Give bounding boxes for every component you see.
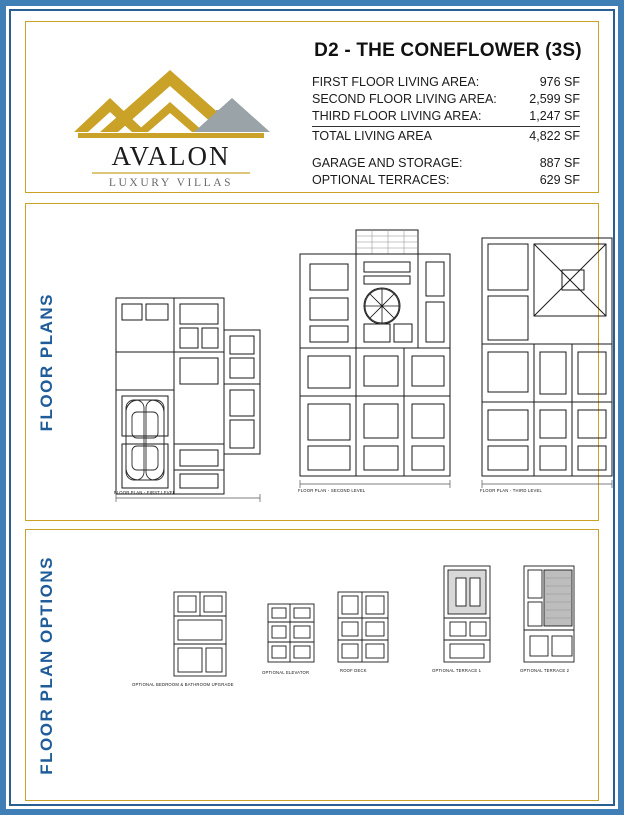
spec-spacer — [312, 145, 580, 155]
spec-value: 629 SF — [539, 173, 580, 187]
spec-label: FIRST FLOOR LIVING AREA: — [312, 75, 480, 89]
spec-value: 4,822 SF — [529, 129, 580, 143]
option-caption: OPTIONAL BEDROOM & BATHROOM UPGRADE — [132, 682, 234, 687]
svg-text:AVALON: AVALON — [111, 141, 231, 171]
spec-row — [312, 108, 580, 125]
spec-value: 887 SF — [539, 156, 580, 170]
plan-caption: FLOOR PLAN - THIRD LEVEL — [480, 488, 542, 493]
option-roof-deck — [332, 588, 394, 673]
plan-caption: FLOOR PLAN - FIRST LEVEL — [114, 490, 176, 495]
spec-row — [312, 74, 580, 91]
floor-plan-options-panel — [25, 529, 599, 801]
spec-value: 2,599 SF — [529, 92, 580, 106]
spec-list — [312, 74, 580, 189]
spec-value: 976 SF — [539, 75, 580, 89]
header-panel — [25, 21, 599, 193]
option-bedroom-bathroom-upgrade — [132, 590, 238, 687]
floor-plans-drawings — [66, 208, 592, 516]
floor-plan-second-level — [294, 228, 459, 504]
house-roof-logo-icon — [66, 40, 276, 190]
option-caption: OPTIONAL ELEVATOR — [262, 670, 310, 675]
floor-plans-panel — [25, 203, 599, 521]
avalon-logo — [66, 40, 276, 190]
option-terrace-1 — [432, 564, 496, 673]
floor-plans-label-text: FLOOR PLANS — [37, 292, 56, 432]
option-caption: OPTIONAL TERRACE 2 — [520, 668, 570, 673]
floor-plan-options-label-text: FLOOR PLAN OPTIONS — [37, 555, 56, 775]
spec-value: 1,247 SF — [529, 109, 580, 123]
floor-plan-third-level — [476, 234, 621, 502]
option-caption: OPTIONAL TERRACE 1 — [432, 668, 482, 673]
spec-divider — [312, 126, 580, 127]
spec-row — [312, 128, 580, 145]
svg-text:LUXURY VILLAS: LUXURY VILLAS — [108, 177, 234, 189]
spec-label: GARAGE AND STORAGE: — [312, 156, 463, 170]
spec-row — [312, 155, 580, 172]
spec-label: SECOND FLOOR LIVING AREA: — [312, 92, 497, 106]
floor-plan-options-drawings — [66, 534, 592, 796]
floor-plans-label — [30, 204, 64, 520]
option-elevator — [262, 600, 320, 675]
spec-row — [312, 172, 580, 189]
floor-plan-first-level — [108, 294, 278, 504]
option-caption: ROOF DECK — [340, 668, 367, 673]
spec-label: OPTIONAL TERRACES: — [312, 173, 450, 187]
floor-plan-options-label — [30, 530, 64, 800]
option-terrace-2 — [518, 564, 580, 673]
spec-label: TOTAL LIVING AREA — [312, 129, 432, 143]
page-title: D2 - THE CONEFLOWER (3S) — [314, 40, 582, 61]
page-inner-border — [9, 9, 615, 806]
spec-row — [312, 91, 580, 108]
spec-label: THIRD FLOOR LIVING AREA: — [312, 109, 482, 123]
plan-caption: FLOOR PLAN - SECOND LEVEL — [298, 488, 366, 493]
